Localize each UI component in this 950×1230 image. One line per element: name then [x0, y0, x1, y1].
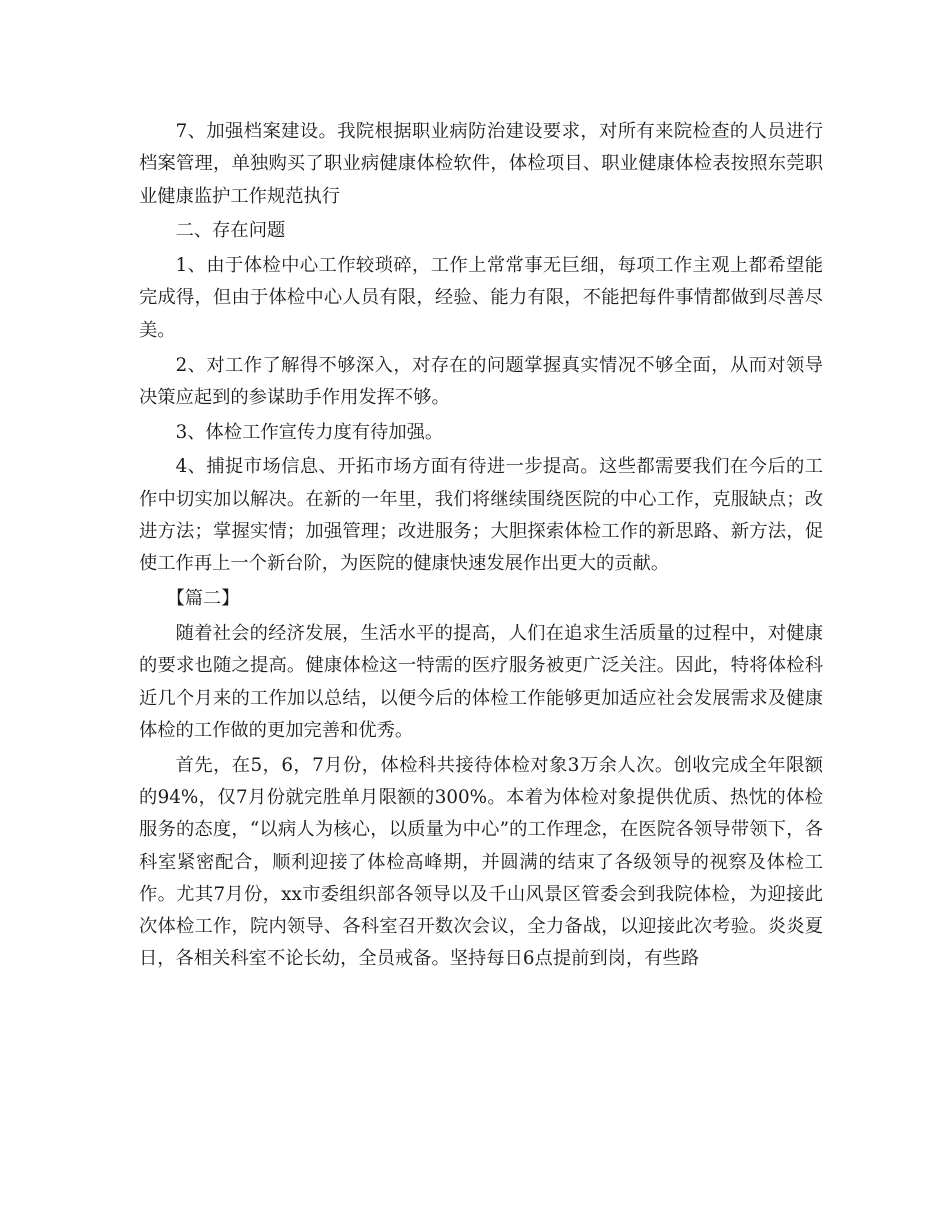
section-heading-problems: 二、存在问题	[175, 220, 286, 242]
paragraph-first: 首先，在5，6，7月份，体检科共接待体检对象3万余人次。创收完成全年限额的94%，仅7月份就完胜单月限额的300%。本着为体检对象提供优质、热忱的体检服务的态度，“以病人为核心，以质量为中心”的工作理念，在医院各领导带领下，各科室紧密配合，顺利迎接了体检高峰期，并圆满的结束了各级领导的视察及体检工作。尤其7月份，xx市委组织部各领导以及千山风景区管委会到我院体检，为迎接此次体检工作，院内领导、各科室召开数次会议，全力备战，以迎接此次考验。炎炎夏日，各相关科室不论长幼，全员戒备。坚持每日6点提前到岗，有些路	[139, 754, 823, 970]
paragraph-problem-4: 4、捕捉市场信息、开拓市场方面有待进一步提高。这些都需要我们在今后的工作中切实加以解决。在新的一年里，我们将继续围绕医院的中心工作，克服缺点；改进方法；掌握实情；加强管理；改进服务；大胆探索体检工作的新思路、新方法，促使工作再上一个新台阶，为医院的健康快速发展作出更大的贡献。	[139, 456, 823, 575]
paragraph-problem-3: 3、体检工作宣传力度有待加强。	[175, 421, 444, 443]
paragraph-archive-construction: 7、加强档案建设。我院根据职业病防治建设要求，对所有来院检查的人员进行档案管理，单独购买了职业病健康体检软件，体检项目、职业健康体检表按照东莞职业健康监护工作规范执行	[139, 121, 823, 207]
document-body	[139, 116, 823, 978]
section-heading-part-two: 【篇二】	[166, 588, 240, 610]
paragraph-intro: 随着社会的经济发展，生活水平的提高，人们在追求生活质量的过程中，对健康的要求也随之提高。健康体检这一特需的医疗服务被更广泛关注。因此，特将体检科近几个月来的工作加以总结，以便今后的体检工作能够更加适应社会发展需求及健康体检的工作做的更加完善和优秀。	[139, 622, 823, 741]
paragraph-problem-1: 1、由于体检中心工作较琐碎，工作上常常事无巨细，每项工作主观上都希望能完成得，但由于体检中心人员有限，经验、能力有限，不能把每件事情都做到尽善尽美。	[139, 255, 823, 341]
paragraph-problem-2: 2、对工作了解得不够深入，对存在的问题掌握真实情况不够全面，从而对领导决策应起到的参谋助手作用发挥不够。	[139, 354, 823, 408]
